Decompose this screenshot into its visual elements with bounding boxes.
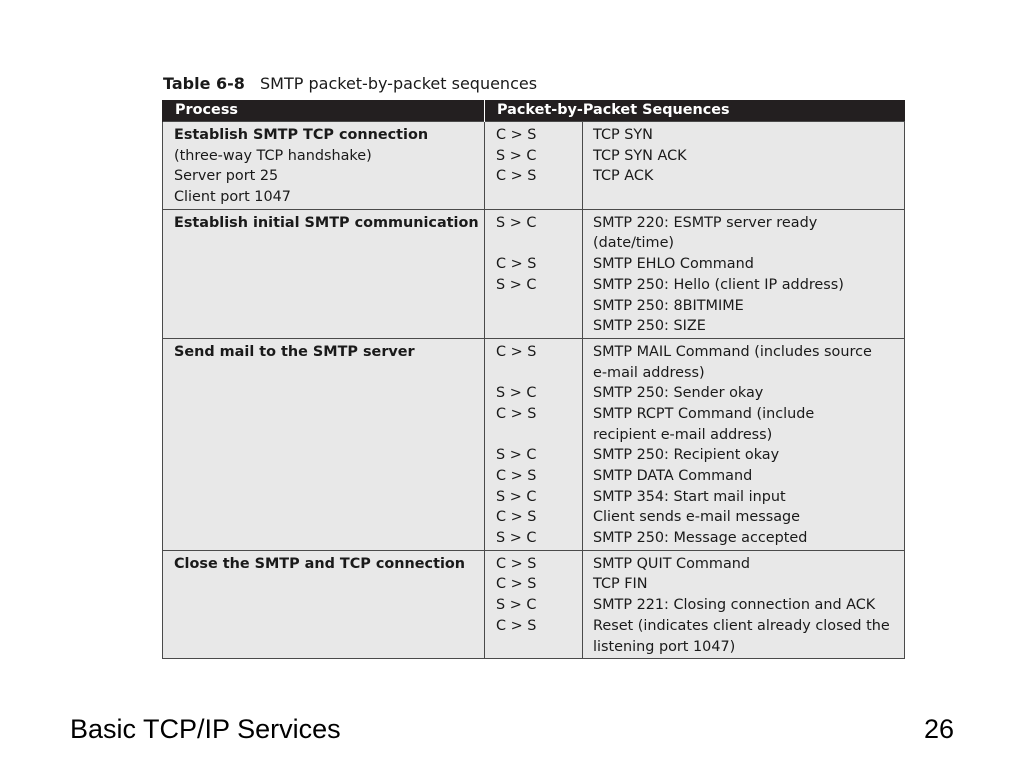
- direction-text: S > C: [496, 447, 537, 464]
- process-detail: Client port 1047: [174, 189, 291, 206]
- direction-text: C > S: [496, 509, 537, 526]
- sequence-cell: [583, 338, 905, 550]
- process-detail: Server port 25: [174, 168, 279, 185]
- sequence-text: Client sends e-mail message: [593, 509, 801, 526]
- table-row: [163, 550, 905, 658]
- sequence-text: SMTP 221: Closing connection and ACK: [593, 597, 876, 614]
- direction-cell: [485, 122, 583, 210]
- sequence-text: SMTP 250: Message accepted: [593, 530, 808, 547]
- process-detail: [174, 637, 480, 658]
- direction-text: C > S: [496, 256, 537, 273]
- sequence-text: SMTP EHLO Command: [593, 256, 754, 273]
- process-detail: [174, 275, 480, 296]
- process-detail: [174, 507, 480, 528]
- sequence-cell: [583, 209, 905, 338]
- sequence-text: SMTP 250: SIZE: [593, 318, 706, 335]
- page-number: 26: [923, 714, 954, 744]
- process-detail: [174, 233, 480, 254]
- direction-text: [496, 296, 578, 317]
- process-detail: [174, 487, 480, 508]
- direction-cell: [485, 550, 583, 658]
- sequence-text: SMTP 220: ESMTP server ready: [593, 214, 818, 231]
- process-name: Send mail to the SMTP server: [174, 343, 415, 360]
- footer-title: Basic TCP/IP Services: [70, 714, 341, 744]
- sequence-text: TCP FIN: [593, 576, 648, 593]
- process-name: Establish initial SMTP communication: [174, 214, 479, 231]
- direction-text: [496, 233, 578, 254]
- direction-text: S > C: [496, 147, 537, 164]
- direction-text: S > C: [496, 488, 537, 505]
- smtp-sequence-table: [162, 100, 905, 659]
- direction-text: C > S: [496, 617, 537, 634]
- sequence-text: TCP ACK: [593, 168, 654, 185]
- header-sequences: Packet-by-Packet Sequences: [485, 100, 905, 122]
- sequence-text: SMTP QUIT Command: [593, 555, 751, 572]
- direction-text: S > C: [496, 597, 537, 614]
- sequence-text: [593, 187, 900, 208]
- sequence-text: SMTP 250: 8BITMIME: [593, 297, 744, 314]
- sequence-cell: [583, 550, 905, 658]
- process-name: Close the SMTP and TCP connection: [174, 555, 466, 572]
- sequence-text: SMTP RCPT Command (include: [593, 405, 815, 422]
- sequence-text: SMTP 250: Sender okay: [593, 385, 764, 402]
- process-detail: [174, 383, 480, 404]
- table-caption: [163, 74, 537, 94]
- sequence-text: SMTP 250: Recipient okay: [593, 447, 780, 464]
- process-detail: [174, 425, 480, 446]
- process-detail: [174, 296, 480, 317]
- process-detail: [174, 445, 480, 466]
- sequence-text: TCP SYN ACK: [593, 147, 687, 164]
- process-detail: [174, 404, 480, 425]
- direction-text: C > S: [496, 127, 537, 143]
- direction-text: S > C: [496, 385, 537, 402]
- direction-text: [496, 425, 578, 446]
- sequence-cell: [583, 122, 905, 210]
- table-row: [163, 338, 905, 550]
- direction-cell: [485, 338, 583, 550]
- direction-text: S > C: [496, 276, 537, 293]
- sequence-text: TCP SYN: [593, 127, 653, 143]
- process-cell: [163, 338, 485, 550]
- direction-cell: [485, 209, 583, 338]
- direction-text: C > S: [496, 576, 537, 593]
- direction-text: S > C: [496, 530, 537, 547]
- process-detail: [174, 616, 480, 637]
- sequence-text: (date/time): [593, 235, 675, 252]
- process-detail: [174, 574, 480, 595]
- process-detail: (three-way TCP handshake): [174, 147, 372, 164]
- sequence-text: recipient e-mail address): [593, 426, 773, 443]
- process-cell: [163, 209, 485, 338]
- table-header-row: [163, 100, 905, 122]
- sequence-text: SMTP 354: Start mail input: [593, 488, 786, 505]
- process-cell: [163, 122, 485, 210]
- process-detail: [174, 528, 480, 549]
- sequence-text: SMTP DATA Command: [593, 468, 753, 484]
- table-body: [163, 122, 905, 659]
- direction-text: C > S: [496, 168, 537, 185]
- sequence-text: SMTP MAIL Command (includes source: [593, 343, 872, 360]
- direction-text: S > C: [496, 214, 537, 231]
- header-process: Process: [163, 100, 485, 122]
- process-detail: [174, 595, 480, 616]
- table-row: [163, 209, 905, 338]
- direction-text: [496, 316, 578, 337]
- sequence-text: e-mail address): [593, 364, 705, 381]
- process-cell: [163, 550, 485, 658]
- sequence-text: Reset (indicates client already closed the: [593, 617, 890, 634]
- process-detail: [174, 363, 480, 384]
- direction-text: [496, 637, 578, 658]
- direction-text: C > S: [496, 343, 537, 360]
- table-number: Table 6-8: [163, 74, 245, 93]
- direction-text: C > S: [496, 405, 537, 422]
- table-row: [163, 122, 905, 210]
- sequence-text: listening port 1047): [593, 638, 736, 655]
- process-detail: [174, 254, 480, 275]
- sequence-text: SMTP 250: Hello (client IP address): [593, 276, 844, 293]
- direction-text: [496, 187, 578, 208]
- table-title: SMTP packet-by-packet sequences: [260, 74, 538, 93]
- direction-text: C > S: [496, 468, 537, 484]
- process-detail: [174, 466, 480, 487]
- direction-text: [496, 363, 578, 384]
- process-detail: [174, 316, 480, 337]
- process-name: Establish SMTP TCP connection: [174, 127, 429, 143]
- direction-text: C > S: [496, 555, 537, 572]
